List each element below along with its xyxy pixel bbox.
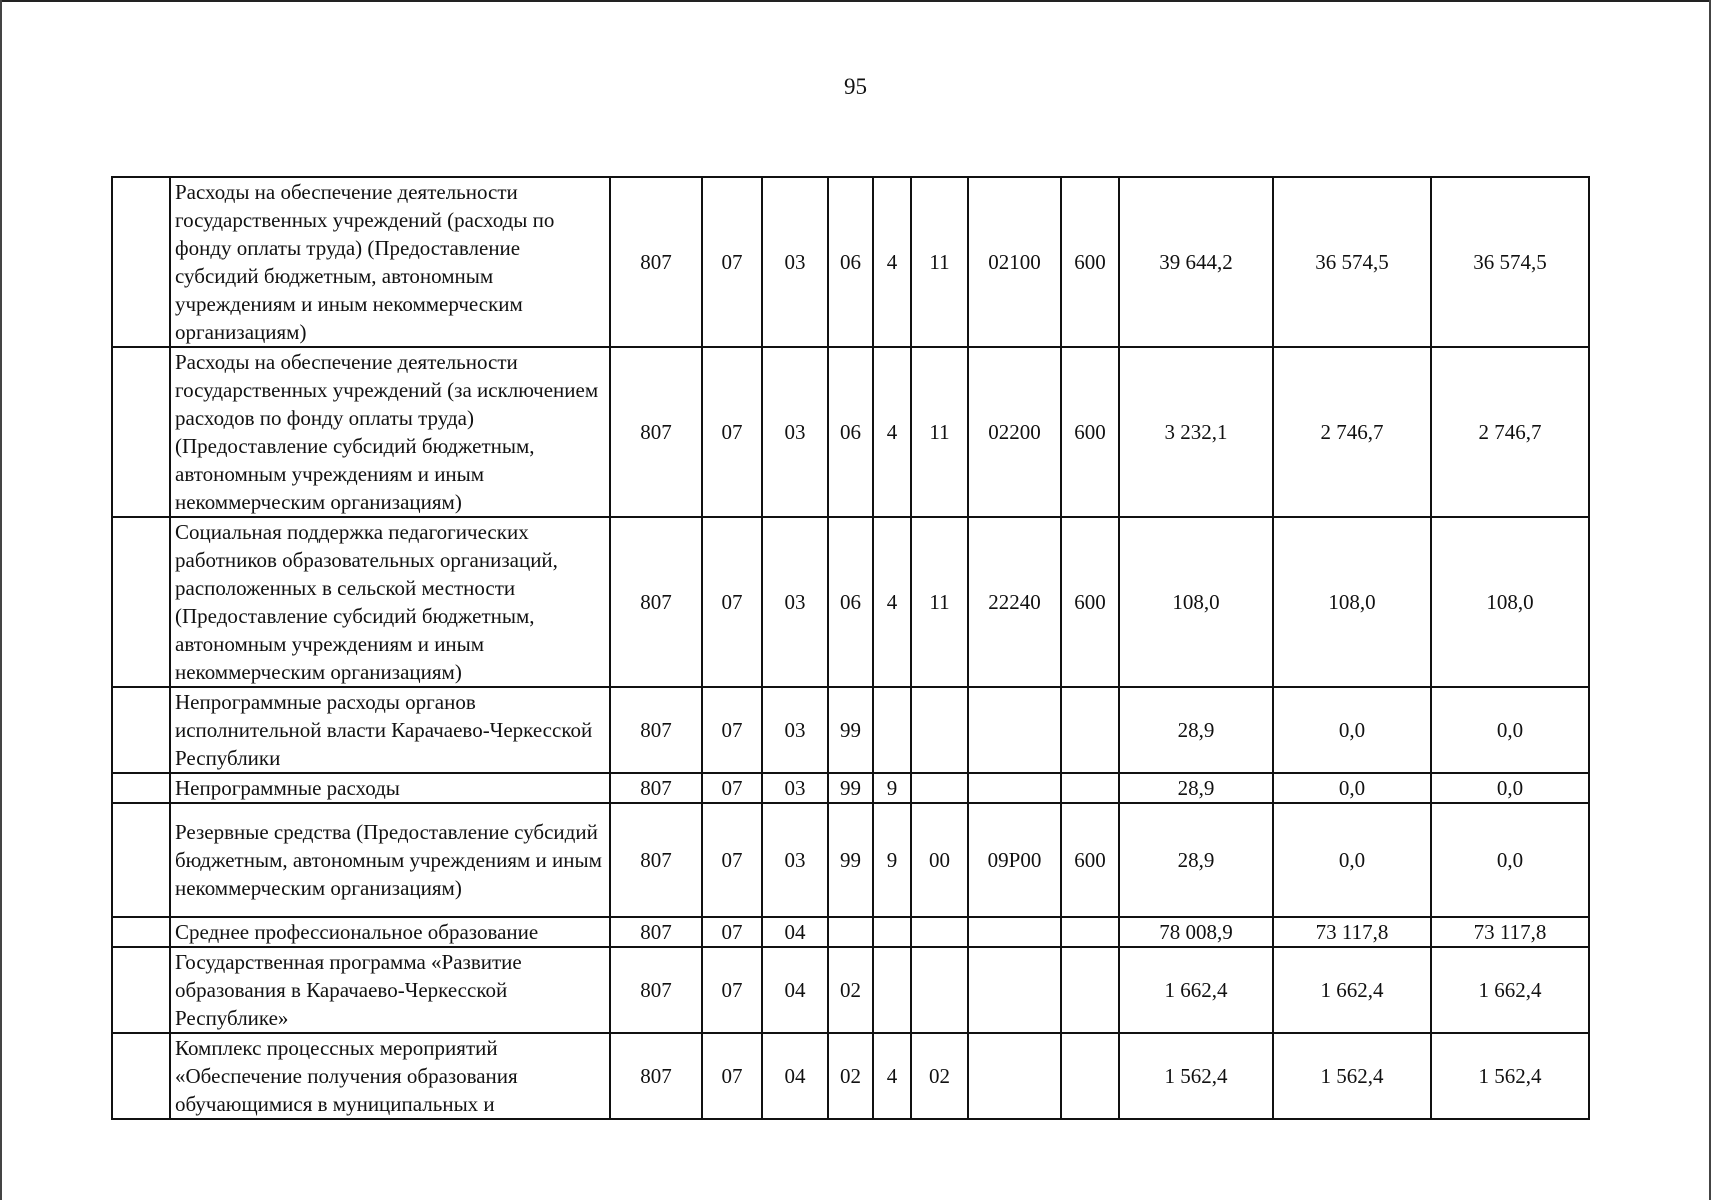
row-blank-cell <box>112 947 170 1033</box>
table-row <box>112 687 1589 773</box>
amount-year-2: 0,0 <box>1273 773 1431 803</box>
row-name: Расходы на обеспечение деятельности государственных учреждений (расходы по фонду оплаты труда) (Предоставление субсидий бюджетным, автономным учреждениям и иным некоммерческим организациям) <box>170 177 610 347</box>
row-blank-cell <box>112 347 170 517</box>
code-ministry: 807 <box>610 1033 702 1119</box>
code-section: 07 <box>702 177 762 347</box>
code-direction <box>968 947 1061 1033</box>
code-direction <box>968 917 1061 947</box>
code-direction <box>968 1033 1061 1119</box>
code-direction: 02100 <box>968 177 1061 347</box>
row-blank-cell <box>112 803 170 917</box>
code-group: 02 <box>911 1033 968 1119</box>
code-ministry: 807 <box>610 517 702 687</box>
row-name: Резервные средства (Предоставление субсидий бюджетным, автономным учреждениям и иным некоммерческим организациям) <box>170 803 610 917</box>
code-type <box>873 687 911 773</box>
code-ministry: 807 <box>610 773 702 803</box>
code-ministry: 807 <box>610 803 702 917</box>
code-type: 4 <box>873 1033 911 1119</box>
table-row <box>112 1033 1589 1119</box>
code-subsection: 03 <box>762 687 828 773</box>
amount-year-2: 1 662,4 <box>1273 947 1431 1033</box>
table-row <box>112 917 1589 947</box>
row-name: Непрограммные расходы органов исполнительной власти Карачаево-Черкесской Республики <box>170 687 610 773</box>
code-expense-type: 600 <box>1061 177 1119 347</box>
code-expense-type <box>1061 1033 1119 1119</box>
table-row <box>112 177 1589 347</box>
code-subsection: 03 <box>762 177 828 347</box>
code-program: 99 <box>828 773 873 803</box>
code-subsection: 03 <box>762 803 828 917</box>
code-direction <box>968 687 1061 773</box>
amount-year-2: 0,0 <box>1273 803 1431 917</box>
code-group: 11 <box>911 347 968 517</box>
row-blank-cell <box>112 773 170 803</box>
row-name: Непрограммные расходы <box>170 773 610 803</box>
code-subsection: 03 <box>762 773 828 803</box>
code-section: 07 <box>702 773 762 803</box>
code-program: 06 <box>828 517 873 687</box>
code-type: 4 <box>873 347 911 517</box>
amount-year-2: 73 117,8 <box>1273 917 1431 947</box>
amount-year-3: 108,0 <box>1431 517 1589 687</box>
code-section: 07 <box>702 347 762 517</box>
code-expense-type <box>1061 773 1119 803</box>
row-blank-cell <box>112 687 170 773</box>
amount-year-1: 3 232,1 <box>1119 347 1273 517</box>
amount-year-2: 36 574,5 <box>1273 177 1431 347</box>
code-subsection: 04 <box>762 1033 828 1119</box>
code-type <box>873 947 911 1033</box>
code-expense-type <box>1061 917 1119 947</box>
code-expense-type <box>1061 687 1119 773</box>
amount-year-3: 1 662,4 <box>1431 947 1589 1033</box>
code-program: 99 <box>828 687 873 773</box>
amount-year-1: 28,9 <box>1119 687 1273 773</box>
code-group: 11 <box>911 177 968 347</box>
table-row <box>112 347 1589 517</box>
row-name: Государственная программа «Развитие образования в Карачаево-Черкесской Республике» <box>170 947 610 1033</box>
code-section: 07 <box>702 917 762 947</box>
code-direction <box>968 773 1061 803</box>
amount-year-2: 1 562,4 <box>1273 1033 1431 1119</box>
amount-year-3: 1 562,4 <box>1431 1033 1589 1119</box>
amount-year-2: 108,0 <box>1273 517 1431 687</box>
amount-year-3: 0,0 <box>1431 773 1589 803</box>
code-section: 07 <box>702 517 762 687</box>
code-subsection: 03 <box>762 347 828 517</box>
row-blank-cell <box>112 177 170 347</box>
code-group <box>911 917 968 947</box>
code-ministry: 807 <box>610 917 702 947</box>
code-type <box>873 917 911 947</box>
code-section: 07 <box>702 803 762 917</box>
code-subsection: 04 <box>762 917 828 947</box>
code-subsection: 04 <box>762 947 828 1033</box>
table-row <box>112 947 1589 1033</box>
table-row <box>112 517 1589 687</box>
code-section: 07 <box>702 1033 762 1119</box>
amount-year-1: 39 644,2 <box>1119 177 1273 347</box>
code-program: 99 <box>828 803 873 917</box>
code-group: 00 <box>911 803 968 917</box>
code-type: 4 <box>873 177 911 347</box>
amount-year-3: 2 746,7 <box>1431 347 1589 517</box>
amount-year-3: 73 117,8 <box>1431 917 1589 947</box>
budget-table <box>111 176 1590 1120</box>
row-name: Социальная поддержка педагогических работников образовательных организаций, расположенных в сельской местности (Предоставление субсидий бюджетным, автономным учреждениям и иным некоммерческим организациям) <box>170 517 610 687</box>
row-name: Среднее профессиональное образование <box>170 917 610 947</box>
code-program: 02 <box>828 947 873 1033</box>
code-group <box>911 687 968 773</box>
code-direction: 02200 <box>968 347 1061 517</box>
code-direction: 09Р00 <box>968 803 1061 917</box>
amount-year-2: 2 746,7 <box>1273 347 1431 517</box>
code-ministry: 807 <box>610 687 702 773</box>
code-ministry: 807 <box>610 947 702 1033</box>
code-group: 11 <box>911 517 968 687</box>
row-blank-cell <box>112 517 170 687</box>
amount-year-3: 36 574,5 <box>1431 177 1589 347</box>
code-program: 06 <box>828 177 873 347</box>
table-row <box>112 773 1589 803</box>
code-subsection: 03 <box>762 517 828 687</box>
amount-year-1: 28,9 <box>1119 773 1273 803</box>
scan-top-edge <box>0 0 1711 2</box>
amount-year-1: 28,9 <box>1119 803 1273 917</box>
row-name: Комплекс процессных мероприятий «Обеспечение получения образования обучающимися в муниципальных и <box>170 1033 610 1119</box>
code-type: 4 <box>873 517 911 687</box>
code-group <box>911 947 968 1033</box>
code-expense-type: 600 <box>1061 347 1119 517</box>
amount-year-1: 1 562,4 <box>1119 1033 1273 1119</box>
code-type: 9 <box>873 773 911 803</box>
code-ministry: 807 <box>610 347 702 517</box>
table-row <box>112 803 1589 917</box>
amount-year-3: 0,0 <box>1431 687 1589 773</box>
amount-year-1: 108,0 <box>1119 517 1273 687</box>
row-blank-cell <box>112 1033 170 1119</box>
scan-left-edge <box>0 0 2 1200</box>
code-section: 07 <box>702 687 762 773</box>
row-blank-cell <box>112 917 170 947</box>
code-ministry: 807 <box>610 177 702 347</box>
code-expense-type: 600 <box>1061 803 1119 917</box>
code-direction: 22240 <box>968 517 1061 687</box>
page-number: 95 <box>844 74 867 99</box>
amount-year-3: 0,0 <box>1431 803 1589 917</box>
code-program <box>828 917 873 947</box>
code-program: 02 <box>828 1033 873 1119</box>
amount-year-2: 0,0 <box>1273 687 1431 773</box>
amount-year-1: 1 662,4 <box>1119 947 1273 1033</box>
code-section: 07 <box>702 947 762 1033</box>
amount-year-1: 78 008,9 <box>1119 917 1273 947</box>
code-type: 9 <box>873 803 911 917</box>
row-name: Расходы на обеспечение деятельности государственных учреждений (за исключением расходов по фонду оплаты труда) (Предоставление субсидий бюджетным, автономным учреждениям и иным некоммерческим организациям) <box>170 347 610 517</box>
code-group <box>911 773 968 803</box>
budget-table-body <box>112 177 1589 1119</box>
code-program: 06 <box>828 347 873 517</box>
code-expense-type: 600 <box>1061 517 1119 687</box>
code-expense-type <box>1061 947 1119 1033</box>
